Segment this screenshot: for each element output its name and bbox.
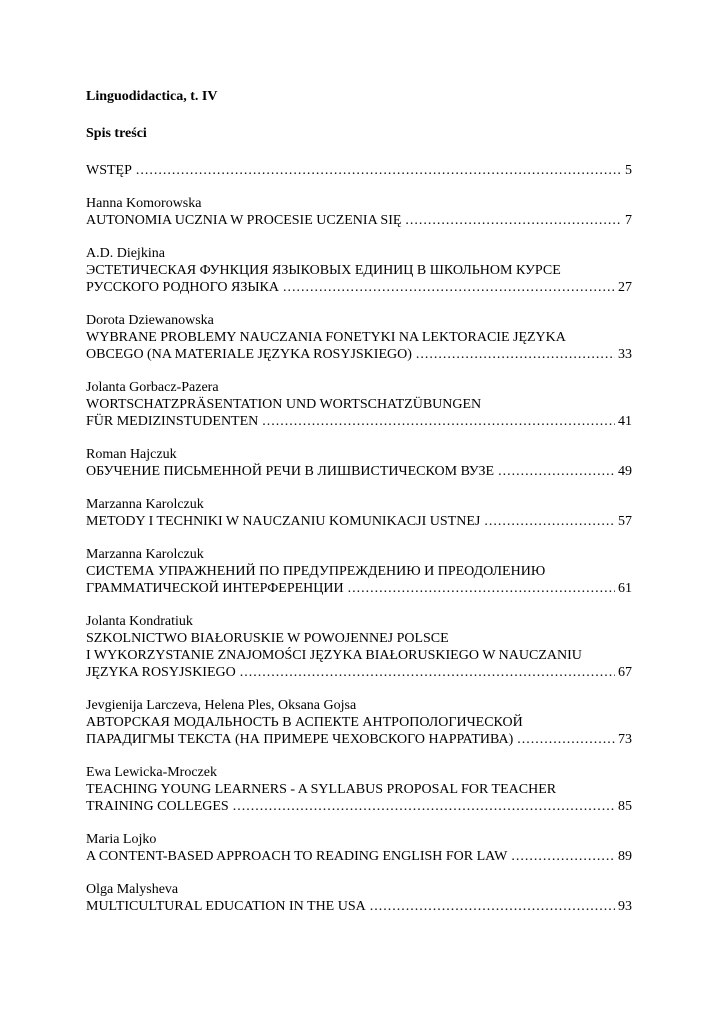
entry-leader-line xyxy=(86,513,632,530)
toc-entry xyxy=(86,195,632,229)
toc-entry xyxy=(86,831,632,865)
entry-leader-line xyxy=(86,731,632,748)
entry-title-line: METODY I TECHNIKI W NAUCZANIU KOMUNIKACJI USTNEJ xyxy=(86,514,481,529)
entry-authors: Dorota Dziewanowska xyxy=(86,313,214,328)
dot-leader xyxy=(498,463,615,480)
entry-page-number: 57 xyxy=(618,514,632,529)
dot-leader xyxy=(517,731,615,748)
entry-page-number: 73 xyxy=(618,732,632,747)
entry-title-line: TEACHING YOUNG LEARNERS - A SYLLABUS PROPOSAL FOR TEACHER xyxy=(86,782,557,797)
entry-page-number: 27 xyxy=(618,280,632,295)
toc-heading: Spis treści xyxy=(86,126,147,141)
entry-authors: Marzanna Karolczuk xyxy=(86,497,204,512)
dot-leader xyxy=(262,413,615,430)
entry-page-number: 49 xyxy=(618,464,632,479)
toc-entry xyxy=(86,613,632,681)
entry-title-line: ЭСТЕТИЧЕСКАЯ ФУНКЦИЯ ЯЗЫКОВЫХ ЕДИНИЦ В ШКОЛЬНОМ КУРСЕ xyxy=(86,263,561,278)
entry-leader-line xyxy=(86,580,632,597)
entry-leader-line xyxy=(86,413,632,430)
dot-leader xyxy=(405,212,622,229)
entry-title-line: АВТОРСКАЯ МОДАЛЬНОСТЬ В АСПЕКТЕ АНТРОПОЛОГИЧЕСКОЙ xyxy=(86,715,523,730)
entry-page-number: 85 xyxy=(618,799,632,814)
entry-title-line: FÜR MEDIZINSTUDENTEN xyxy=(86,414,259,429)
toc-entry xyxy=(86,245,632,296)
entry-leader-line xyxy=(86,346,632,363)
entry-title-line: MULTICULTURAL EDUCATION IN THE USA xyxy=(86,899,366,914)
document-content xyxy=(86,88,632,931)
entry-page-number: 67 xyxy=(618,665,632,680)
dot-leader xyxy=(370,898,615,915)
entry-title-line: СИСТЕМА УПРАЖНЕНИЙ ПО ПРЕДУПРЕЖДЕНИЮ И ПРЕОДОЛЕНИЮ xyxy=(86,564,546,579)
entry-page-number: 7 xyxy=(625,213,632,228)
dot-leader xyxy=(484,513,615,530)
entry-authors: A.D. Diejkina xyxy=(86,246,165,261)
dot-leader xyxy=(348,580,615,597)
dot-leader xyxy=(511,848,615,865)
entry-leader-line xyxy=(86,279,632,296)
entry-authors: Jolanta Kondratiuk xyxy=(86,614,193,629)
entry-title-line: ПАРАДИГМЫ ТЕКСТА (НА ПРИМЕРЕ ЧЕХОВСКОГО НАРРАТИВА) xyxy=(86,732,514,747)
table-of-contents xyxy=(86,162,632,915)
entry-leader-line xyxy=(86,664,632,681)
entry-leader-line xyxy=(86,898,632,915)
entry-authors: Jolanta Gorbacz-Pazera xyxy=(86,380,219,395)
journal-title: Linguodidactica, t. IV xyxy=(86,89,218,104)
toc-entry xyxy=(86,379,632,430)
entry-authors: Roman Hajczuk xyxy=(86,447,177,462)
entry-title-line: I WYKORZYSTANIE ZNAJOMOŚCI JĘZYKA BIAŁORUSKIEGO W NAUCZANIU xyxy=(86,648,582,663)
entry-authors: Marzanna Karolczuk xyxy=(86,547,204,562)
entry-title-line: ОБУЧЕНИЕ ПИСЬМЕННОЙ РЕЧИ В ЛИШВИСТИЧЕСКОМ ВУЗЕ xyxy=(86,464,495,479)
entry-title-line: SZKOLNICTWO BIAŁORUSKIE W POWOJENNEJ POLSCE xyxy=(86,631,449,646)
toc-entry xyxy=(86,881,632,915)
entry-authors: Maria Lojko xyxy=(86,832,157,847)
entry-title-line: WYBRANE PROBLEMY NAUCZANIA FONETYKI NA LEKTORACIE JĘZYKA xyxy=(86,330,566,345)
dot-leader xyxy=(136,162,622,179)
toc-entry xyxy=(86,764,632,815)
entry-title-line: A CONTENT-BASED APPROACH TO READING ENGLISH FOR LAW xyxy=(86,849,508,864)
dot-leader xyxy=(283,279,615,296)
entry-leader-line xyxy=(86,463,632,480)
entry-title-line: ГРАММАТИЧЕСКОЙ ИНТЕРФЕРЕНЦИИ xyxy=(86,581,344,596)
entry-leader-line xyxy=(86,848,632,865)
dot-leader xyxy=(240,664,615,681)
entry-title-line: JĘZYKA ROSYJSKIEGO xyxy=(86,665,236,680)
toc-entry xyxy=(86,496,632,530)
dot-leader xyxy=(233,798,615,815)
entry-leader-line xyxy=(86,162,632,179)
toc-entry xyxy=(86,312,632,363)
entry-title-line: РУССКОГО РОДНОГО ЯЗЫКА xyxy=(86,280,279,295)
entry-authors: Hanna Komorowska xyxy=(86,196,202,211)
entry-title-line: OBCEGO (NA MATERIALE JĘZYKA ROSYJSKIEGO) xyxy=(86,347,412,362)
entry-page-number: 33 xyxy=(618,347,632,362)
entry-authors: Jevgienija Larczeva, Helena Ples, Oksana Gojsa xyxy=(86,698,357,713)
entry-leader-line xyxy=(86,212,632,229)
entry-page-number: 61 xyxy=(618,581,632,596)
entry-title-line: WORTSCHATZPRÄSENTATION UND WORTSCHATZÜBUNGEN xyxy=(86,397,482,412)
entry-authors: Olga Malysheva xyxy=(86,882,179,897)
toc-entry xyxy=(86,162,632,179)
toc-entry xyxy=(86,446,632,480)
dot-leader xyxy=(416,346,615,363)
entry-title-line: WSTĘP xyxy=(86,163,132,178)
entry-page-number: 41 xyxy=(618,414,632,429)
toc-entry xyxy=(86,546,632,597)
entry-title-line: TRAINING COLLEGES xyxy=(86,799,229,814)
toc-entry xyxy=(86,697,632,748)
entry-leader-line xyxy=(86,798,632,815)
entry-page-number: 5 xyxy=(625,163,632,178)
entry-title-line: AUTONOMIA UCZNIA W PROCESIE UCZENIA SIĘ xyxy=(86,213,402,228)
entry-page-number: 93 xyxy=(618,899,632,914)
entry-authors: Ewa Lewicka-Mroczek xyxy=(86,765,217,780)
entry-page-number: 89 xyxy=(618,849,632,864)
